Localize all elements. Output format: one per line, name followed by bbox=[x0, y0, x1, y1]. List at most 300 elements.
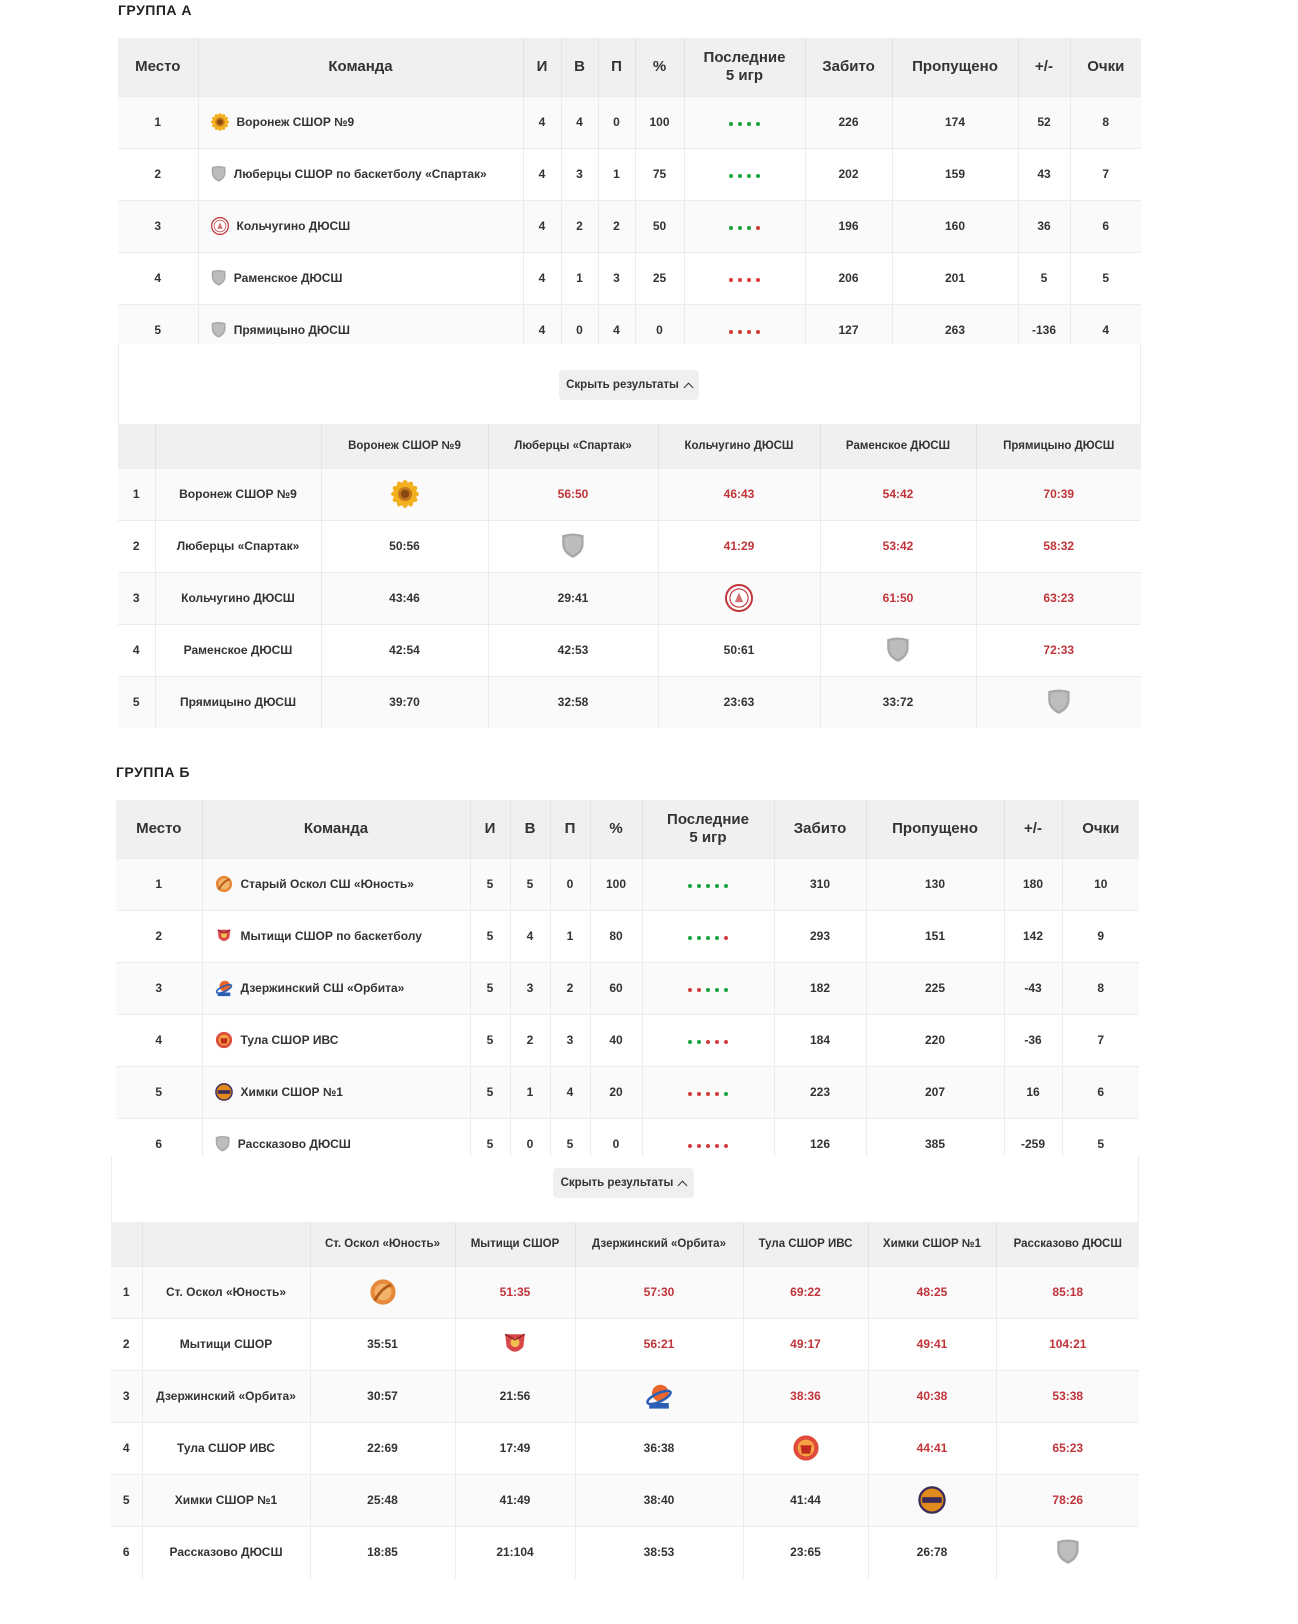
win-dot bbox=[688, 884, 692, 888]
wins-cell: 4 bbox=[510, 910, 550, 962]
scored-cell: 310 bbox=[774, 858, 866, 910]
diff-cell: 52 bbox=[1018, 96, 1070, 148]
col-last5-line1: Последние bbox=[667, 810, 749, 828]
scored-cell: 182 bbox=[774, 962, 866, 1014]
points-cell: 8 bbox=[1062, 962, 1139, 1014]
table-row[interactable] bbox=[118, 252, 1141, 304]
diff-cell: -136 bbox=[1018, 304, 1070, 356]
team-name[interactable]: Люберцы СШОР по баскетболу «Спартак» bbox=[233, 167, 487, 181]
match-score[interactable]: 41:44 bbox=[743, 1474, 868, 1526]
match-score[interactable]: 48:25 bbox=[868, 1266, 996, 1318]
conceded-cell: 130 bbox=[866, 858, 1004, 910]
match-score[interactable]: 32:58 bbox=[488, 676, 658, 728]
matrix-corner-team bbox=[142, 1222, 310, 1266]
col-team[interactable]: Команда bbox=[202, 800, 470, 858]
percent-cell: 100 bbox=[635, 96, 684, 148]
losses-cell: 2 bbox=[598, 200, 635, 252]
win-dot bbox=[738, 226, 742, 230]
col-games[interactable]: И bbox=[470, 800, 510, 858]
last5-cell bbox=[642, 962, 774, 1014]
table-row[interactable] bbox=[116, 1066, 1139, 1118]
points-cell: 7 bbox=[1070, 148, 1141, 200]
loss-dot bbox=[688, 1092, 692, 1096]
losses-cell: 4 bbox=[550, 1066, 590, 1118]
team-cell[interactable] bbox=[198, 148, 523, 200]
scored-cell: 223 bbox=[774, 1066, 866, 1118]
matrix-row-team[interactable]: Мытищи СШОР bbox=[142, 1318, 310, 1370]
team-wrap bbox=[211, 113, 523, 131]
match-score[interactable]: 61:50 bbox=[820, 572, 976, 624]
group-a-title: ГРУППА А bbox=[118, 2, 193, 18]
team-cell[interactable] bbox=[202, 1066, 470, 1118]
matrix-col-header: Рассказово ДЮСШ bbox=[996, 1222, 1139, 1266]
col-points[interactable]: Очки bbox=[1062, 800, 1139, 858]
match-score[interactable]: 69:22 bbox=[743, 1266, 868, 1318]
team-wrap bbox=[215, 1135, 470, 1153]
wins-cell: 1 bbox=[561, 252, 598, 304]
team-cell[interactable] bbox=[198, 200, 523, 252]
match-score[interactable]: 41:29 bbox=[658, 520, 820, 572]
percent-cell: 0 bbox=[590, 1118, 642, 1170]
match-score[interactable]: 46:43 bbox=[658, 468, 820, 520]
orbita-logo-icon bbox=[645, 1382, 673, 1410]
wins-cell: 3 bbox=[561, 148, 598, 200]
matrix-header-row bbox=[111, 1222, 1139, 1266]
conceded-cell: 151 bbox=[866, 910, 1004, 962]
matrix-row-team[interactable]: Тула СШОР ИВС bbox=[142, 1422, 310, 1474]
matrix-self-cell bbox=[310, 1266, 455, 1318]
loss-dot bbox=[706, 1144, 710, 1148]
group-a-standings-table bbox=[118, 38, 1141, 356]
matrix-col-header: Люберцы «Спартак» bbox=[488, 424, 658, 468]
shield-icon bbox=[211, 165, 226, 183]
match-score[interactable]: 56:50 bbox=[488, 468, 658, 520]
losses-cell: 0 bbox=[550, 858, 590, 910]
loss-dot bbox=[738, 278, 742, 282]
matrix-col-header: Кольчугино ДЮСШ bbox=[658, 424, 820, 468]
match-score[interactable]: 57:30 bbox=[575, 1266, 743, 1318]
scored-cell: 293 bbox=[774, 910, 866, 962]
form-dots bbox=[688, 1144, 728, 1148]
match-score[interactable]: 65:23 bbox=[996, 1422, 1139, 1474]
games-cell: 5 bbox=[470, 910, 510, 962]
match-score[interactable]: 26:78 bbox=[868, 1526, 996, 1578]
match-score[interactable]: 41:49 bbox=[455, 1474, 575, 1526]
match-score[interactable]: 56:21 bbox=[575, 1318, 743, 1370]
hide-results-button[interactable] bbox=[559, 370, 699, 400]
win-dot bbox=[715, 884, 719, 888]
percent-cell: 80 bbox=[590, 910, 642, 962]
last5-cell bbox=[684, 148, 805, 200]
games-cell: 5 bbox=[470, 1014, 510, 1066]
games-cell: 5 bbox=[470, 1118, 510, 1170]
table-row[interactable] bbox=[116, 1014, 1139, 1066]
last5-cell bbox=[642, 858, 774, 910]
diff-cell: 180 bbox=[1004, 858, 1062, 910]
games-cell: 5 bbox=[470, 858, 510, 910]
col-points[interactable]: Очки bbox=[1070, 38, 1141, 96]
team-name[interactable]: Дзержинский СШ «Орбита» bbox=[240, 981, 405, 995]
match-score[interactable]: 85:18 bbox=[996, 1266, 1139, 1318]
diff-cell: 5 bbox=[1018, 252, 1070, 304]
wins-cell: 4 bbox=[561, 96, 598, 148]
matrix-row-team[interactable]: Прямицыно ДЮСШ bbox=[155, 676, 321, 728]
match-score[interactable]: 30:57 bbox=[310, 1370, 455, 1422]
loss-dot bbox=[724, 936, 728, 940]
match-score[interactable]: 42:53 bbox=[488, 624, 658, 676]
form-dots bbox=[729, 174, 760, 178]
team-cell[interactable] bbox=[202, 910, 470, 962]
matrix-col-header: Ст. Оскол «Юность» bbox=[310, 1222, 455, 1266]
match-score[interactable]: 38:40 bbox=[575, 1474, 743, 1526]
match-score[interactable]: 33:72 bbox=[820, 676, 976, 728]
matrix-header-row bbox=[118, 424, 1141, 468]
match-score[interactable]: 53:42 bbox=[820, 520, 976, 572]
mytishchi-logo-icon bbox=[501, 1330, 529, 1358]
last5-cell bbox=[642, 910, 774, 962]
matrix-row bbox=[118, 676, 1141, 728]
win-dot bbox=[688, 936, 692, 940]
team-wrap bbox=[215, 1031, 470, 1049]
losses-cell: 2 bbox=[550, 962, 590, 1014]
match-score[interactable]: 43:46 bbox=[321, 572, 488, 624]
matrix-col-header: Раменское ДЮСШ bbox=[820, 424, 976, 468]
matrix-col-header: Химки СШОР №1 bbox=[868, 1222, 996, 1266]
form-dots bbox=[688, 936, 728, 940]
form-dots bbox=[729, 226, 760, 230]
points-cell: 6 bbox=[1070, 200, 1141, 252]
col-wins[interactable]: В bbox=[561, 38, 598, 96]
percent-cell: 20 bbox=[590, 1066, 642, 1118]
percent-cell: 75 bbox=[635, 148, 684, 200]
wins-cell: 2 bbox=[561, 200, 598, 252]
team-name[interactable]: Тула СШОР ИВС bbox=[240, 1033, 339, 1047]
last5-cell bbox=[684, 96, 805, 148]
matrix-self-cell bbox=[658, 572, 820, 624]
loss-dot bbox=[715, 1144, 719, 1148]
col-wins[interactable]: В bbox=[510, 800, 550, 858]
matrix-row bbox=[111, 1266, 1139, 1318]
hide-results-button[interactable] bbox=[553, 1168, 694, 1198]
match-score[interactable]: 42:54 bbox=[321, 624, 488, 676]
table-row[interactable] bbox=[116, 910, 1139, 962]
tula-logo-icon bbox=[792, 1434, 820, 1462]
match-score[interactable]: 21:56 bbox=[455, 1370, 575, 1422]
match-score[interactable]: 72:33 bbox=[976, 624, 1141, 676]
matrix-row-num: 1 bbox=[118, 468, 155, 520]
mytishchi-logo-icon bbox=[215, 927, 233, 945]
match-score[interactable]: 35:51 bbox=[310, 1318, 455, 1370]
last5-cell bbox=[684, 252, 805, 304]
team-name[interactable]: Химки СШОР №1 bbox=[240, 1085, 343, 1099]
matrix-self-cell bbox=[321, 468, 488, 520]
group-a-results-matrix bbox=[118, 424, 1141, 728]
group-b-results-matrix bbox=[111, 1222, 1139, 1578]
match-score[interactable]: 23:65 bbox=[743, 1526, 868, 1578]
diff-cell: 43 bbox=[1018, 148, 1070, 200]
games-cell: 4 bbox=[523, 304, 561, 356]
loss-dot bbox=[756, 278, 760, 282]
wins-cell: 0 bbox=[510, 1118, 550, 1170]
loss-dot bbox=[706, 1040, 710, 1044]
team-wrap bbox=[215, 927, 470, 945]
chevron-up-icon bbox=[683, 382, 693, 392]
place-cell: 3 bbox=[116, 962, 202, 1014]
tula-logo-icon bbox=[215, 1031, 233, 1049]
matrix-row bbox=[118, 572, 1141, 624]
matrix-row bbox=[111, 1370, 1139, 1422]
team-cell[interactable] bbox=[202, 962, 470, 1014]
loss-dot bbox=[747, 278, 751, 282]
shield-icon bbox=[886, 636, 910, 664]
match-score[interactable]: 36:38 bbox=[575, 1422, 743, 1474]
match-score[interactable]: 40:38 bbox=[868, 1370, 996, 1422]
matrix-self-cell bbox=[575, 1370, 743, 1422]
win-dot bbox=[724, 1092, 728, 1096]
win-dot bbox=[747, 122, 751, 126]
diff-cell: -43 bbox=[1004, 962, 1062, 1014]
sunflower-logo-icon bbox=[391, 480, 419, 508]
matrix-row-num: 3 bbox=[111, 1370, 142, 1422]
yunost-logo-icon bbox=[215, 875, 233, 893]
match-score[interactable]: 22:69 bbox=[310, 1422, 455, 1474]
win-dot bbox=[756, 174, 760, 178]
form-dots bbox=[688, 884, 728, 888]
place-cell: 1 bbox=[116, 858, 202, 910]
form-dots bbox=[729, 122, 760, 126]
matrix-row-team[interactable]: Дзержинский «Орбита» bbox=[142, 1370, 310, 1422]
loss-dot bbox=[738, 330, 742, 334]
col-conceded[interactable]: Пропущено bbox=[866, 800, 1004, 858]
matrix-self-cell bbox=[996, 1526, 1139, 1578]
match-score[interactable]: 54:42 bbox=[820, 468, 976, 520]
matrix-col-header: Дзержинский «Орбита» bbox=[575, 1222, 743, 1266]
matrix-self-cell bbox=[743, 1422, 868, 1474]
games-cell: 5 bbox=[470, 962, 510, 1014]
matrix-row bbox=[118, 520, 1141, 572]
loss-dot bbox=[729, 330, 733, 334]
games-cell: 4 bbox=[523, 200, 561, 252]
loss-dot bbox=[747, 330, 751, 334]
matrix-row bbox=[118, 624, 1141, 676]
col-losses[interactable]: П bbox=[598, 38, 635, 96]
team-wrap bbox=[211, 165, 523, 183]
loss-dot bbox=[715, 1040, 719, 1044]
col-scored[interactable]: Забито bbox=[774, 800, 866, 858]
matrix-row-team[interactable]: Ст. Оскол «Юность» bbox=[142, 1266, 310, 1318]
games-cell: 4 bbox=[523, 96, 561, 148]
losses-cell: 0 bbox=[598, 96, 635, 148]
matrix-row-team[interactable]: Химки СШОР №1 bbox=[142, 1474, 310, 1526]
col-diff[interactable]: +/- bbox=[1004, 800, 1062, 858]
team-name[interactable]: Кольчугино ДЮСШ bbox=[236, 219, 351, 233]
table-row[interactable] bbox=[118, 96, 1141, 148]
match-score[interactable]: 104:21 bbox=[996, 1318, 1139, 1370]
team-name[interactable]: Старый Оскол СШ «Юность» bbox=[240, 877, 414, 891]
col-place[interactable]: Место bbox=[118, 38, 198, 96]
match-score[interactable]: 53:38 bbox=[996, 1370, 1139, 1422]
team-wrap bbox=[211, 217, 523, 235]
team-cell[interactable] bbox=[202, 1014, 470, 1066]
table-row[interactable] bbox=[116, 962, 1139, 1014]
place-cell: 4 bbox=[116, 1014, 202, 1066]
place-cell: 3 bbox=[118, 200, 198, 252]
matrix-row-num: 2 bbox=[111, 1318, 142, 1370]
match-score[interactable]: 38:36 bbox=[743, 1370, 868, 1422]
points-cell: 7 bbox=[1062, 1014, 1139, 1066]
team-wrap bbox=[215, 875, 470, 893]
matrix-row-team[interactable]: Рассказово ДЮСШ bbox=[142, 1526, 310, 1578]
match-score[interactable]: 49:17 bbox=[743, 1318, 868, 1370]
matrix-row-team[interactable]: Люберцы «Спартак» bbox=[155, 520, 321, 572]
khimki-logo-icon bbox=[918, 1486, 946, 1514]
team-cell[interactable] bbox=[198, 96, 523, 148]
win-dot bbox=[715, 988, 719, 992]
matrix-corner-team bbox=[155, 424, 321, 468]
match-score[interactable]: 44:41 bbox=[868, 1422, 996, 1474]
col-last5 bbox=[642, 800, 774, 858]
col-scored[interactable]: Забито bbox=[805, 38, 892, 96]
matrix-row-team[interactable]: Кольчугино ДЮСШ bbox=[155, 572, 321, 624]
team-name[interactable]: Мытищи СШОР по баскетболу bbox=[240, 929, 422, 943]
col-place[interactable]: Место bbox=[116, 800, 202, 858]
match-score[interactable]: 17:49 bbox=[455, 1422, 575, 1474]
team-name[interactable]: Воронеж СШОР №9 bbox=[236, 115, 355, 129]
kolchugino-logo-icon bbox=[211, 217, 229, 235]
percent-cell: 50 bbox=[635, 200, 684, 252]
match-score[interactable]: 38:53 bbox=[575, 1526, 743, 1578]
sunflower-logo-icon bbox=[211, 113, 229, 131]
matrix-row-num: 4 bbox=[111, 1422, 142, 1474]
win-dot bbox=[697, 936, 701, 940]
matrix-row bbox=[118, 468, 1141, 520]
match-score[interactable]: 25:48 bbox=[310, 1474, 455, 1526]
percent-cell: 40 bbox=[590, 1014, 642, 1066]
conceded-cell: 160 bbox=[892, 200, 1018, 252]
match-score[interactable]: 23:63 bbox=[658, 676, 820, 728]
col-losses[interactable]: П bbox=[550, 800, 590, 858]
col-diff[interactable]: +/- bbox=[1018, 38, 1070, 96]
match-score[interactable]: 49:41 bbox=[868, 1318, 996, 1370]
matrix-col-header: Мытищи СШОР bbox=[455, 1222, 575, 1266]
group-b-title: ГРУППА Б bbox=[116, 764, 190, 780]
col-team[interactable]: Команда bbox=[198, 38, 523, 96]
form-dots bbox=[729, 278, 760, 282]
col-conceded[interactable]: Пропущено bbox=[892, 38, 1018, 96]
team-wrap bbox=[215, 1083, 470, 1101]
team-name[interactable]: Раменское ДЮСШ bbox=[233, 271, 343, 285]
table-row[interactable] bbox=[118, 148, 1141, 200]
win-dot bbox=[729, 226, 733, 230]
wins-cell: 1 bbox=[510, 1066, 550, 1118]
form-dots bbox=[688, 1092, 728, 1096]
team-cell[interactable] bbox=[202, 858, 470, 910]
diff-cell: 16 bbox=[1004, 1066, 1062, 1118]
col-percent[interactable]: % bbox=[635, 38, 684, 96]
points-cell: 5 bbox=[1062, 1118, 1139, 1170]
standings-header-row bbox=[116, 800, 1139, 858]
win-dot bbox=[747, 226, 751, 230]
shield-icon bbox=[561, 532, 585, 560]
matrix-row-num: 6 bbox=[111, 1526, 142, 1578]
matrix-row bbox=[111, 1318, 1139, 1370]
conceded-cell: 159 bbox=[892, 148, 1018, 200]
match-score[interactable]: 70:39 bbox=[976, 468, 1141, 520]
percent-cell: 25 bbox=[635, 252, 684, 304]
diff-cell: -259 bbox=[1004, 1118, 1062, 1170]
wins-cell: 5 bbox=[510, 858, 550, 910]
match-score[interactable]: 29:41 bbox=[488, 572, 658, 624]
team-name[interactable]: Рассказово ДЮСШ bbox=[237, 1137, 351, 1152]
match-score[interactable]: 21:104 bbox=[455, 1526, 575, 1578]
diff-cell: -36 bbox=[1004, 1014, 1062, 1066]
team-name[interactable]: Прямицыно ДЮСШ bbox=[233, 323, 350, 338]
last5-cell bbox=[642, 1014, 774, 1066]
match-score[interactable]: 78:26 bbox=[996, 1474, 1139, 1526]
shield-icon bbox=[211, 321, 226, 339]
matrix-row-team[interactable]: Раменское ДЮСШ bbox=[155, 624, 321, 676]
col-last5 bbox=[684, 38, 805, 96]
table-row[interactable] bbox=[118, 200, 1141, 252]
matrix-self-cell bbox=[976, 676, 1141, 728]
last5-cell bbox=[642, 1066, 774, 1118]
win-dot bbox=[738, 174, 742, 178]
match-score[interactable]: 39:70 bbox=[321, 676, 488, 728]
win-dot bbox=[706, 884, 710, 888]
match-score[interactable]: 50:61 bbox=[658, 624, 820, 676]
wins-cell: 2 bbox=[510, 1014, 550, 1066]
match-score[interactable]: 51:35 bbox=[455, 1266, 575, 1318]
form-dots bbox=[688, 988, 728, 992]
win-dot bbox=[724, 884, 728, 888]
matrix-row-num: 2 bbox=[118, 520, 155, 572]
losses-cell: 3 bbox=[598, 252, 635, 304]
points-cell: 4 bbox=[1070, 304, 1141, 356]
table-row[interactable] bbox=[116, 858, 1139, 910]
scored-cell: 127 bbox=[805, 304, 892, 356]
shield-icon bbox=[1056, 1538, 1080, 1566]
col-percent[interactable]: % bbox=[590, 800, 642, 858]
matrix-row-num: 3 bbox=[118, 572, 155, 624]
percent-cell: 100 bbox=[590, 858, 642, 910]
team-cell[interactable] bbox=[198, 252, 523, 304]
matrix-col-header: Тула СШОР ИВС bbox=[743, 1222, 868, 1266]
scored-cell: 202 bbox=[805, 148, 892, 200]
matrix-row-num: 1 bbox=[111, 1266, 142, 1318]
match-score[interactable]: 63:23 bbox=[976, 572, 1141, 624]
match-score[interactable]: 50:56 bbox=[321, 520, 488, 572]
team-wrap bbox=[211, 321, 523, 339]
percent-cell: 0 bbox=[635, 304, 684, 356]
match-score[interactable]: 58:32 bbox=[976, 520, 1141, 572]
place-cell: 4 bbox=[118, 252, 198, 304]
match-score[interactable]: 18:85 bbox=[310, 1526, 455, 1578]
shield-icon bbox=[215, 1135, 230, 1153]
col-games[interactable]: И bbox=[523, 38, 561, 96]
loss-dot bbox=[724, 1040, 728, 1044]
matrix-row-num: 5 bbox=[118, 676, 155, 728]
loss-dot bbox=[724, 1144, 728, 1148]
matrix-row-team[interactable]: Воронеж СШОР №9 bbox=[155, 468, 321, 520]
matrix-self-cell bbox=[455, 1318, 575, 1370]
loss-dot bbox=[706, 1092, 710, 1096]
win-dot bbox=[738, 122, 742, 126]
matrix-row-num: 5 bbox=[111, 1474, 142, 1526]
matrix-row bbox=[111, 1526, 1139, 1578]
shield-icon bbox=[211, 269, 226, 287]
place-cell: 5 bbox=[116, 1066, 202, 1118]
diff-cell: 142 bbox=[1004, 910, 1062, 962]
